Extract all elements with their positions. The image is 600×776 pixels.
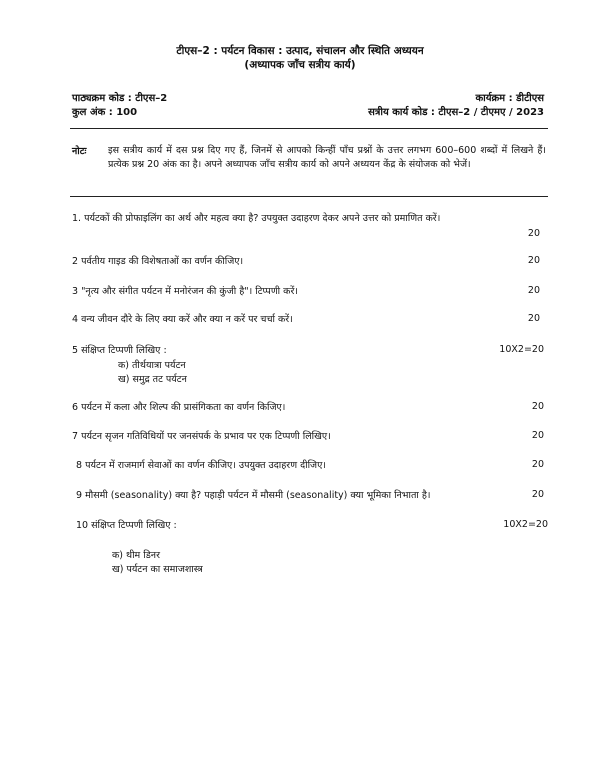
note-text: इस सत्रीय कार्य में दस प्रश्न दिए गए हैं, जिनमें से आपको किन्हीं पाँच प्रश्नों के उत्तर लगभग 600–600 शब्दों में लिखने हैं। प्रत्येक प्रश्न 20 अंक का है। अपने अध्यापक जाँच सत्रीय कार्य को अपने अध्ययन केंद्र के संयोजक को भेजें। [108, 145, 546, 170]
question-8-marks: 20 [531, 459, 544, 470]
question-5: 5 संक्षिप्त टिप्पणी लिखिए : [72, 345, 167, 356]
question-6-marks: 20 [531, 401, 544, 412]
note-label: नोटः [72, 146, 87, 157]
question-5-subitem-b: ख) समुद्र तट पर्यटन [118, 374, 187, 385]
question-10-marks: 10X2=20 [503, 519, 548, 530]
question-7-marks: 20 [531, 430, 544, 441]
question-2: 2 पर्वतीय गाइड की विशेषताओं का वर्णन कीजिए। [72, 256, 244, 267]
question-10-subitem-b: ख) पर्यटन का समाजशास्त्र [112, 564, 203, 575]
question-9-marks: 20 [531, 489, 544, 500]
question-10-subitem-a: क) थीम डिनर [112, 550, 160, 561]
question-1: 1. पर्यटकों की प्रोफाइलिंग का अर्थ और महत्व क्या है? उपयुक्त उदाहरण देकर अपने उत्तर को प्रमाणित करें। [72, 213, 441, 224]
question-4: 4 वन्य जीवन दौरे के लिए क्या करें और क्या न करें पर चर्चा करें। [72, 314, 293, 325]
question-3-marks: 20 [527, 285, 540, 296]
question-9: 9 मौसमी (seasonality) क्या है? पहाड़ी पर्यटन में मौसमी (seasonality) क्या भूमिका निभाता है। [76, 490, 431, 501]
assignment-code: सत्रीय कार्य कोड : टीएस–2 / टीएमए / 2023 [368, 107, 544, 118]
document-title: टीएस–2 : पर्यटन विकास : उत्पाद, संचालन और स्थिति अध्ययन [176, 45, 424, 57]
course-code: पाठ्यक्रम कोड : टीएस–2 [72, 93, 168, 104]
question-2-marks: 20 [527, 255, 540, 266]
question-4-marks: 20 [527, 313, 540, 324]
programme: कार्यक्रम : डीटीएस [475, 93, 544, 104]
question-10: 10 संक्षिप्त टिप्पणी लिखिए : [76, 520, 177, 531]
question-7: 7 पर्यटन सृजन गतिविधियों पर जनसंपर्क के प्रभाव पर एक टिप्पणी लिखिए। [72, 431, 331, 442]
question-5-marks: 10X2=20 [499, 344, 544, 355]
divider-top [70, 128, 548, 129]
question-5-subitem-a: क) तीर्थयात्रा पर्यटन [118, 360, 186, 371]
divider-bottom [70, 196, 548, 197]
question-8: 8 पर्यटन में राजमार्ग सेवाओं का वर्णन कीजिए। उपयुक्त उदाहरण दीजिए। [76, 460, 326, 471]
question-6: 6 पर्यटन में कला और शिल्प की प्रासंगिकता का वर्णन किजिए। [72, 402, 286, 413]
question-1-marks: 20 [527, 228, 540, 239]
document-subtitle: (अध्यापक जाँच सत्रीय कार्य) [244, 59, 356, 71]
total-marks: कुल अंक : 100 [72, 107, 138, 118]
question-3: 3 "नृत्य और संगीत पर्यटन में मनोरंजन की कुंजी है"। टिप्पणी करें। [72, 286, 298, 297]
